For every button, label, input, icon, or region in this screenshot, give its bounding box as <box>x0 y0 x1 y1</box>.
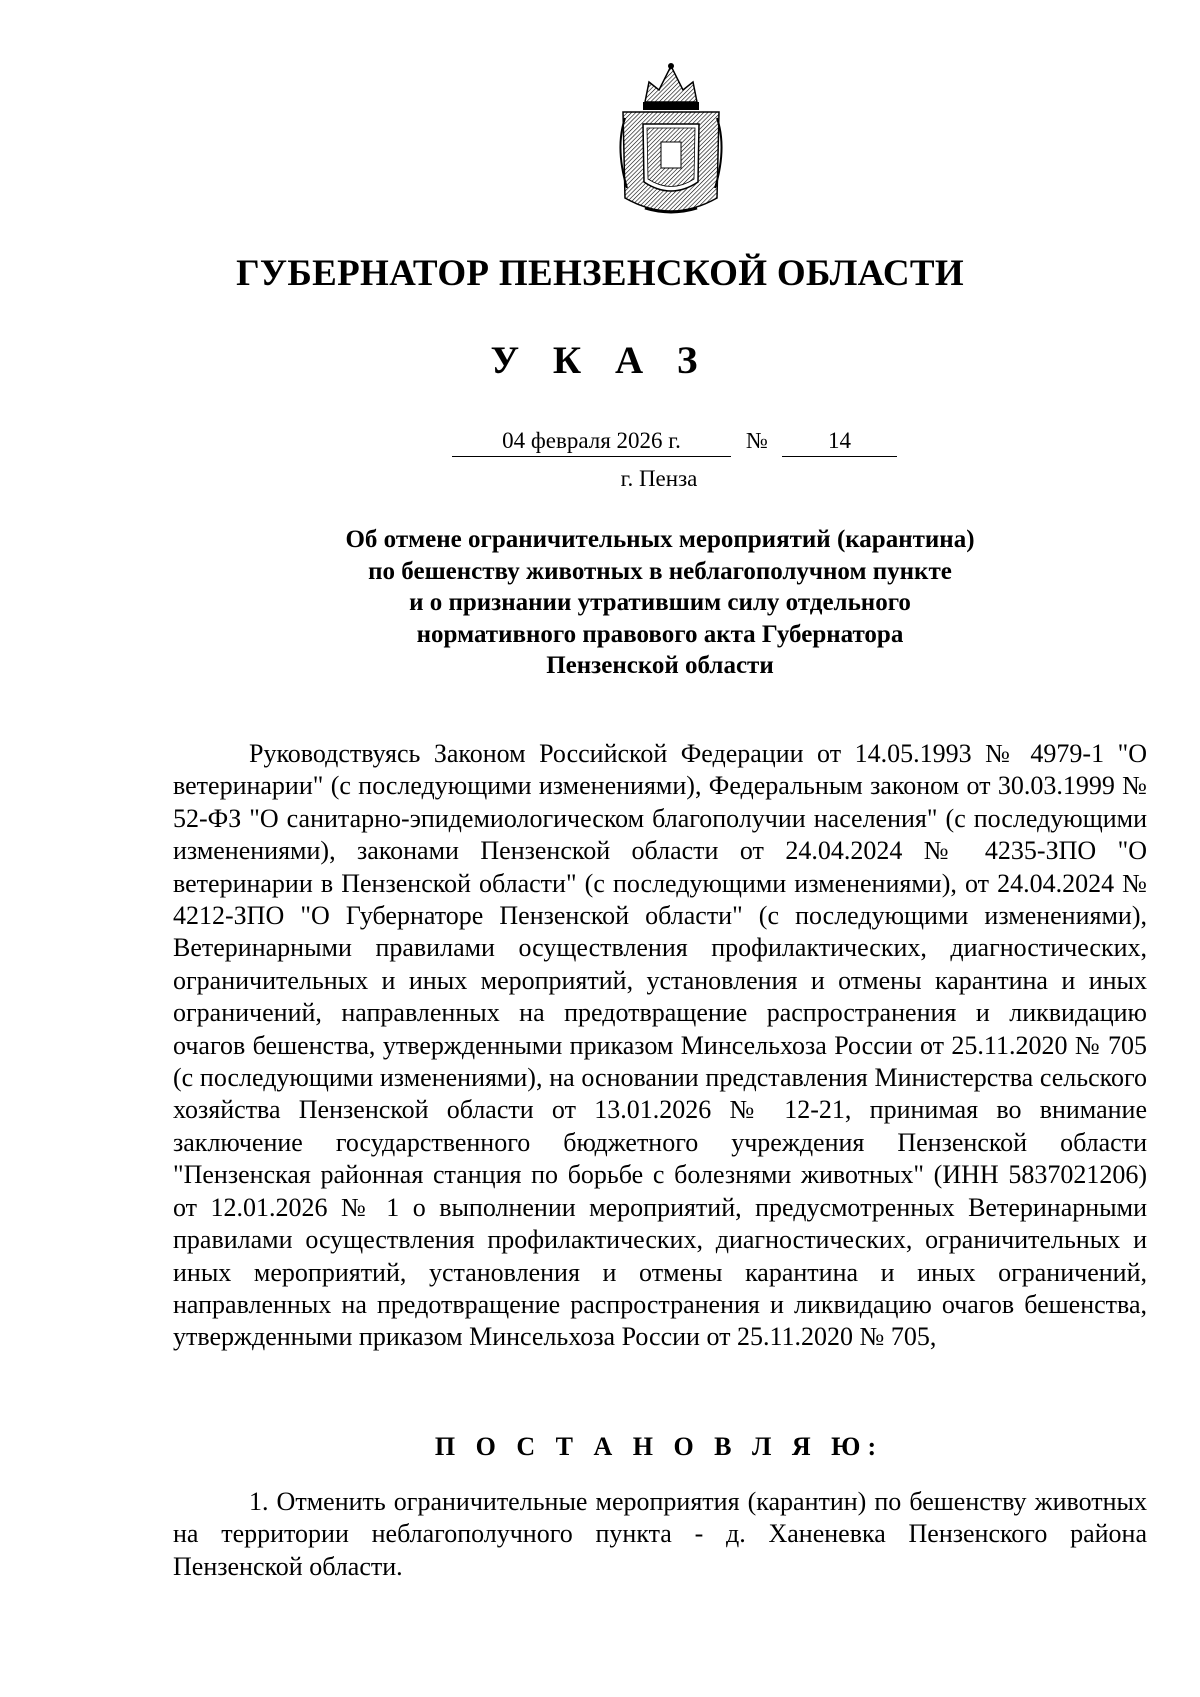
clause-1: 1. Отменить ограничительные мероприятия (карантин) по бешенству животных на территории неблагополучного пункта - д. Ханеневка Пензенского района Пензенской области. <box>173 1487 1147 1581</box>
issuing-authority: ГУБЕРНАТОР ПЕНЗЕНСКОЙ ОБЛАСТИ <box>236 253 964 294</box>
document-number: 14 <box>782 426 897 457</box>
subject-line: Об отмене ограничительных мероприятий (карантина) <box>345 526 975 553</box>
subject-line: и о признании утратившим силу отдельного <box>409 589 911 616</box>
subject-line: по бешенству животных в неблагополучном пункте <box>368 557 952 585</box>
document-date: 04 февраля 2026 г. <box>452 426 731 457</box>
document-subject <box>270 524 1050 682</box>
number-sign: № <box>746 428 768 453</box>
document-city: г. Пенза <box>620 466 698 491</box>
preamble-paragraph: Руководствуясь Законом Российской Федерации от 14.05.1993 № 4979-1 "О ветеринарии" (с последующими изменениями), Федеральным законом от 30.03.1999 № 52-ФЗ "О санитарно-эпидемиологическом благополучии населения" (с последующими изменениями), законами Пензенской области от 24.04.2024 № 4235-ЗПО "О ветеринарии в Пензенской области" (с последующими изменениями), от 24.04.2024 № 4212-ЗПО "О Губернаторе Пензенской области" (с последующими изменениями), Ветеринарными правилами осуществления профилактических, диагностических, ограничительных и иных мероприятий, установления и отмены карантина и иных ограничений, направленных на предотвращение распространения и ликвидацию очагов бешенства, утвержденными приказом Минсельхоза России от 25.11.2020 № 705 (с последующими изменениями), на основании представления Министерства сельского хозяйства Пензенской области от 13.01.2026 № 12-21, принимая во внимание заключение государственного бюджетного учреждения Пензенской области "Пензенская районная станция по борьбе с болезнями животных" (ИНН 5837021206) от 12.01.2026 № 1 о выполнении мероприятий, предусмотренных Ветеринарными правилами осуществления профилактических, диагностических, ограничительных и иных мероприятий, установления и отмены карантина и иных ограничений, направленных на предотвращение распространения и ликвидацию очагов бешенства, утвержденными приказом Минсельхоза России от 25.11.2020 № 705, <box>173 739 1147 1352</box>
document-type: У К А З <box>490 339 710 382</box>
subject-line: Пензенской области <box>546 652 774 679</box>
subject-line: нормативного правового акта Губернатора <box>416 620 904 648</box>
coat-of-arms-icon <box>605 58 737 218</box>
decree-heading: П О С Т А Н О В Л Я Ю: <box>434 1432 884 1461</box>
